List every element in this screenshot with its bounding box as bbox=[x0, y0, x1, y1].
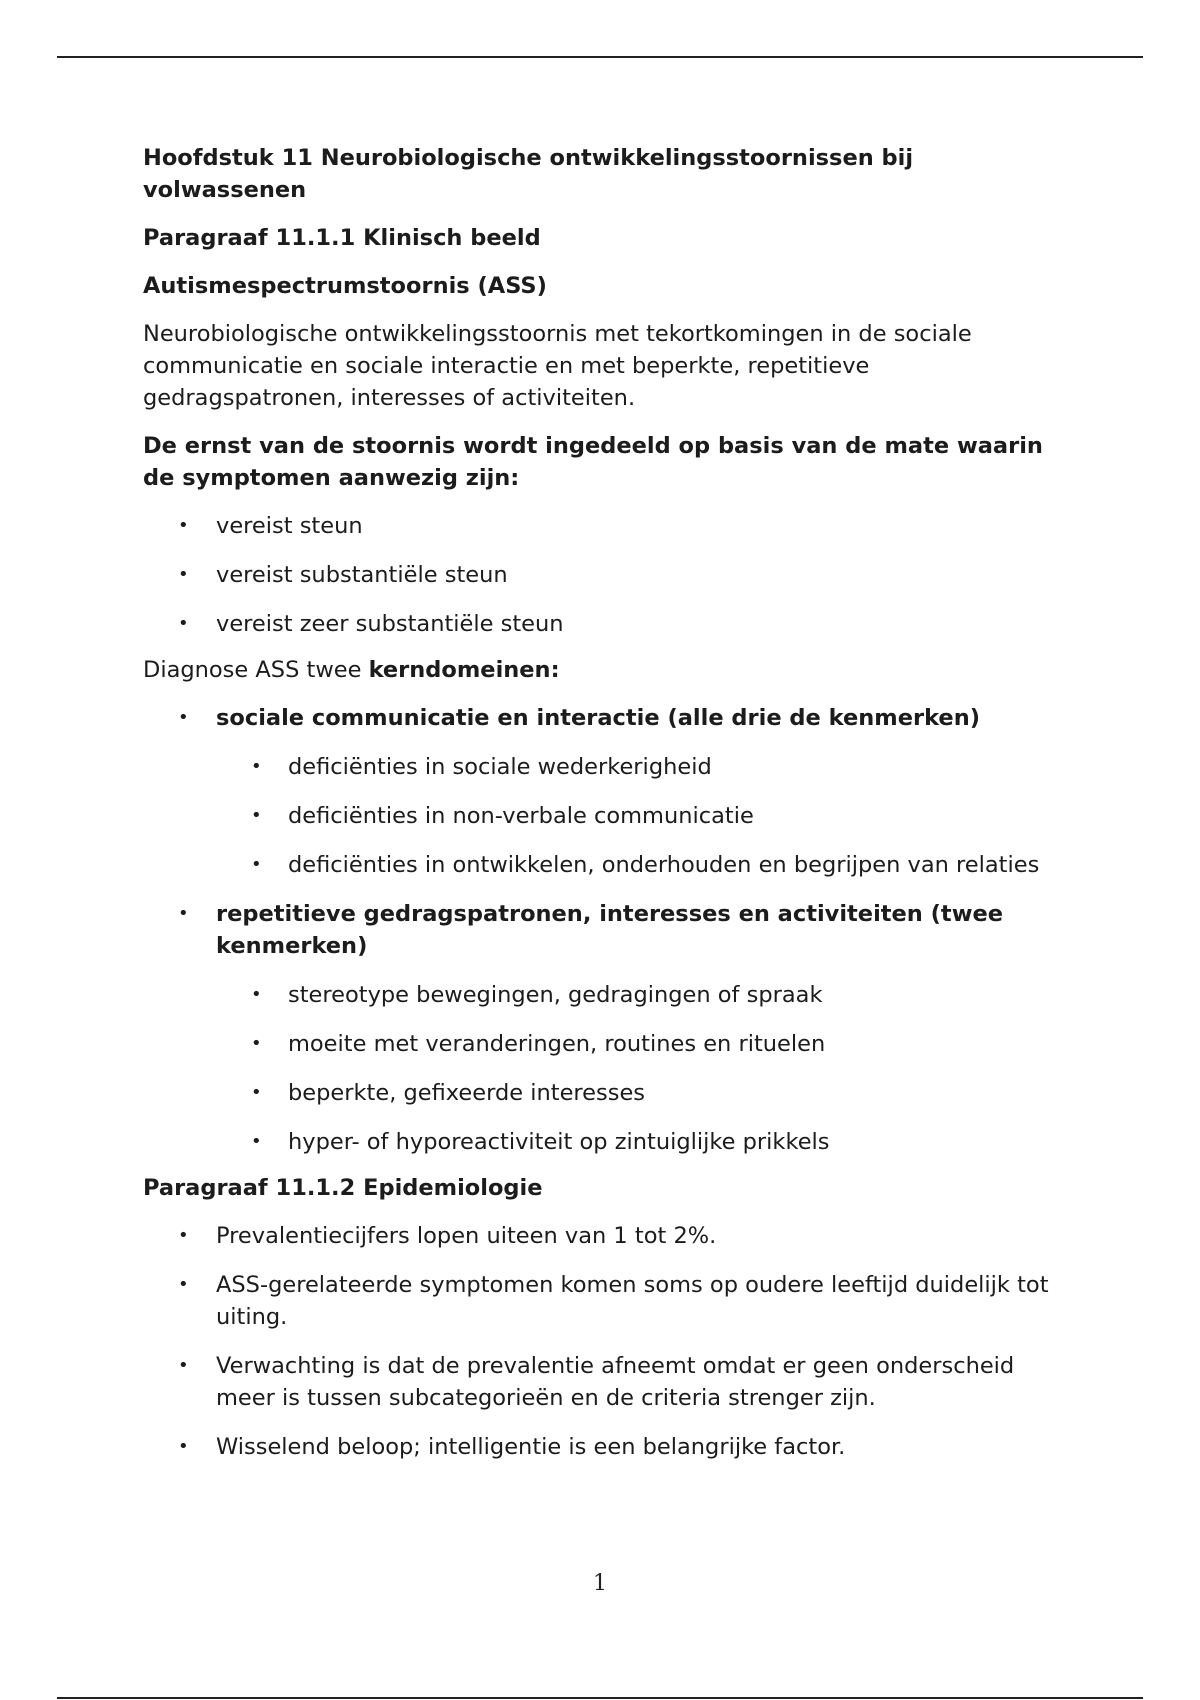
bullet-icon: • bbox=[178, 1436, 189, 1457]
list-item: • deficiënties in ontwikkelen, onderhouden en begrijpen van relaties bbox=[216, 849, 1063, 881]
page-number: 1 bbox=[593, 1571, 607, 1596]
domain-item bbox=[143, 898, 1063, 1158]
list-item: • Verwachting is dat de prevalentie afneemt omdat er geen onderscheid meer is tussen subcategorieën en de criteria strenger zijn. bbox=[143, 1350, 1063, 1414]
list-item: • vereist substantiële steun bbox=[143, 559, 1063, 591]
domain-title: sociale communicatie en interactie (alle drie de kenmerken) bbox=[216, 705, 980, 731]
epidemiology-list bbox=[143, 1220, 1063, 1463]
bullet-icon: • bbox=[178, 515, 189, 536]
list-item: • deficiënties in sociale wederkerigheid bbox=[216, 751, 1063, 783]
bullet-icon: • bbox=[178, 707, 189, 728]
section-title-epidemiology: Paragraaf 11.1.2 Epidemiologie bbox=[143, 1175, 543, 1201]
section-title-clinical: Paragraaf 11.1.1 Klinisch beeld bbox=[143, 225, 541, 251]
list-item: • moeite met veranderingen, routines en rituelen bbox=[216, 1028, 1063, 1060]
bullet-icon: • bbox=[251, 756, 262, 777]
severity-intro: De ernst van de stoornis wordt ingedeeld op basis van de mate waarin de symptomen aanwezig zijn: bbox=[143, 433, 1043, 491]
bullet-icon: • bbox=[178, 1225, 189, 1246]
list-item: • beperkte, gefixeerde interesses bbox=[216, 1077, 1063, 1109]
chapter-title: Hoofdstuk 11 Neurobiologische ontwikkelingsstoornissen bij volwassenen bbox=[143, 145, 914, 203]
bullet-icon: • bbox=[251, 1082, 262, 1103]
diagnosis-intro: Diagnose ASS twee kerndomeinen: bbox=[143, 657, 560, 683]
bullet-icon: • bbox=[251, 854, 262, 875]
list-item: • Wisselend beloop; intelligentie is een belangrijke factor. bbox=[143, 1431, 1063, 1463]
severity-list bbox=[143, 510, 1063, 640]
domain-list bbox=[143, 702, 1063, 1158]
list-item: • hyper- of hyporeactiviteit op zintuiglijke prikkels bbox=[216, 1126, 1063, 1158]
bullet-icon: • bbox=[251, 1033, 262, 1054]
list-item: • stereotype bewegingen, gedragingen of spraak bbox=[216, 979, 1063, 1011]
bullet-icon: • bbox=[251, 984, 262, 1005]
bullet-icon: • bbox=[178, 903, 189, 924]
bullet-icon: • bbox=[178, 564, 189, 585]
domain-title: repetitieve gedragspatronen, interesses en activiteiten (twee kenmerken) bbox=[216, 901, 1003, 959]
subtitle-ass: Autismespectrumstoornis (ASS) bbox=[143, 273, 547, 299]
list-item: • deficiënties in non-verbale communicatie bbox=[216, 800, 1063, 832]
domain-item bbox=[143, 702, 1063, 881]
footer-rule bbox=[57, 1697, 1143, 1699]
list-item: • vereist steun bbox=[143, 510, 1063, 542]
list-item: • Prevalentiecijfers lopen uiteen van 1 tot 2%. bbox=[143, 1220, 1063, 1252]
bullet-icon: • bbox=[178, 1355, 189, 1376]
domain-sublist bbox=[216, 979, 1063, 1158]
domain-sublist bbox=[216, 751, 1063, 881]
header-rule bbox=[57, 56, 1143, 58]
list-item: • ASS-gerelateerde symptomen komen soms op oudere leeftijd duidelijk tot uiting. bbox=[143, 1269, 1063, 1333]
list-item: • vereist zeer substantiële steun bbox=[143, 608, 1063, 640]
bullet-icon: • bbox=[178, 1274, 189, 1295]
bullet-icon: • bbox=[251, 805, 262, 826]
page-content bbox=[143, 142, 1063, 1480]
bullet-icon: • bbox=[251, 1131, 262, 1152]
definition-paragraph: Neurobiologische ontwikkelingsstoornis met tekortkomingen in de sociale communicatie en sociale interactie en met beperkte, repetitieve gedragspatronen, interesses of activiteiten. bbox=[143, 321, 972, 411]
bullet-icon: • bbox=[178, 613, 189, 634]
